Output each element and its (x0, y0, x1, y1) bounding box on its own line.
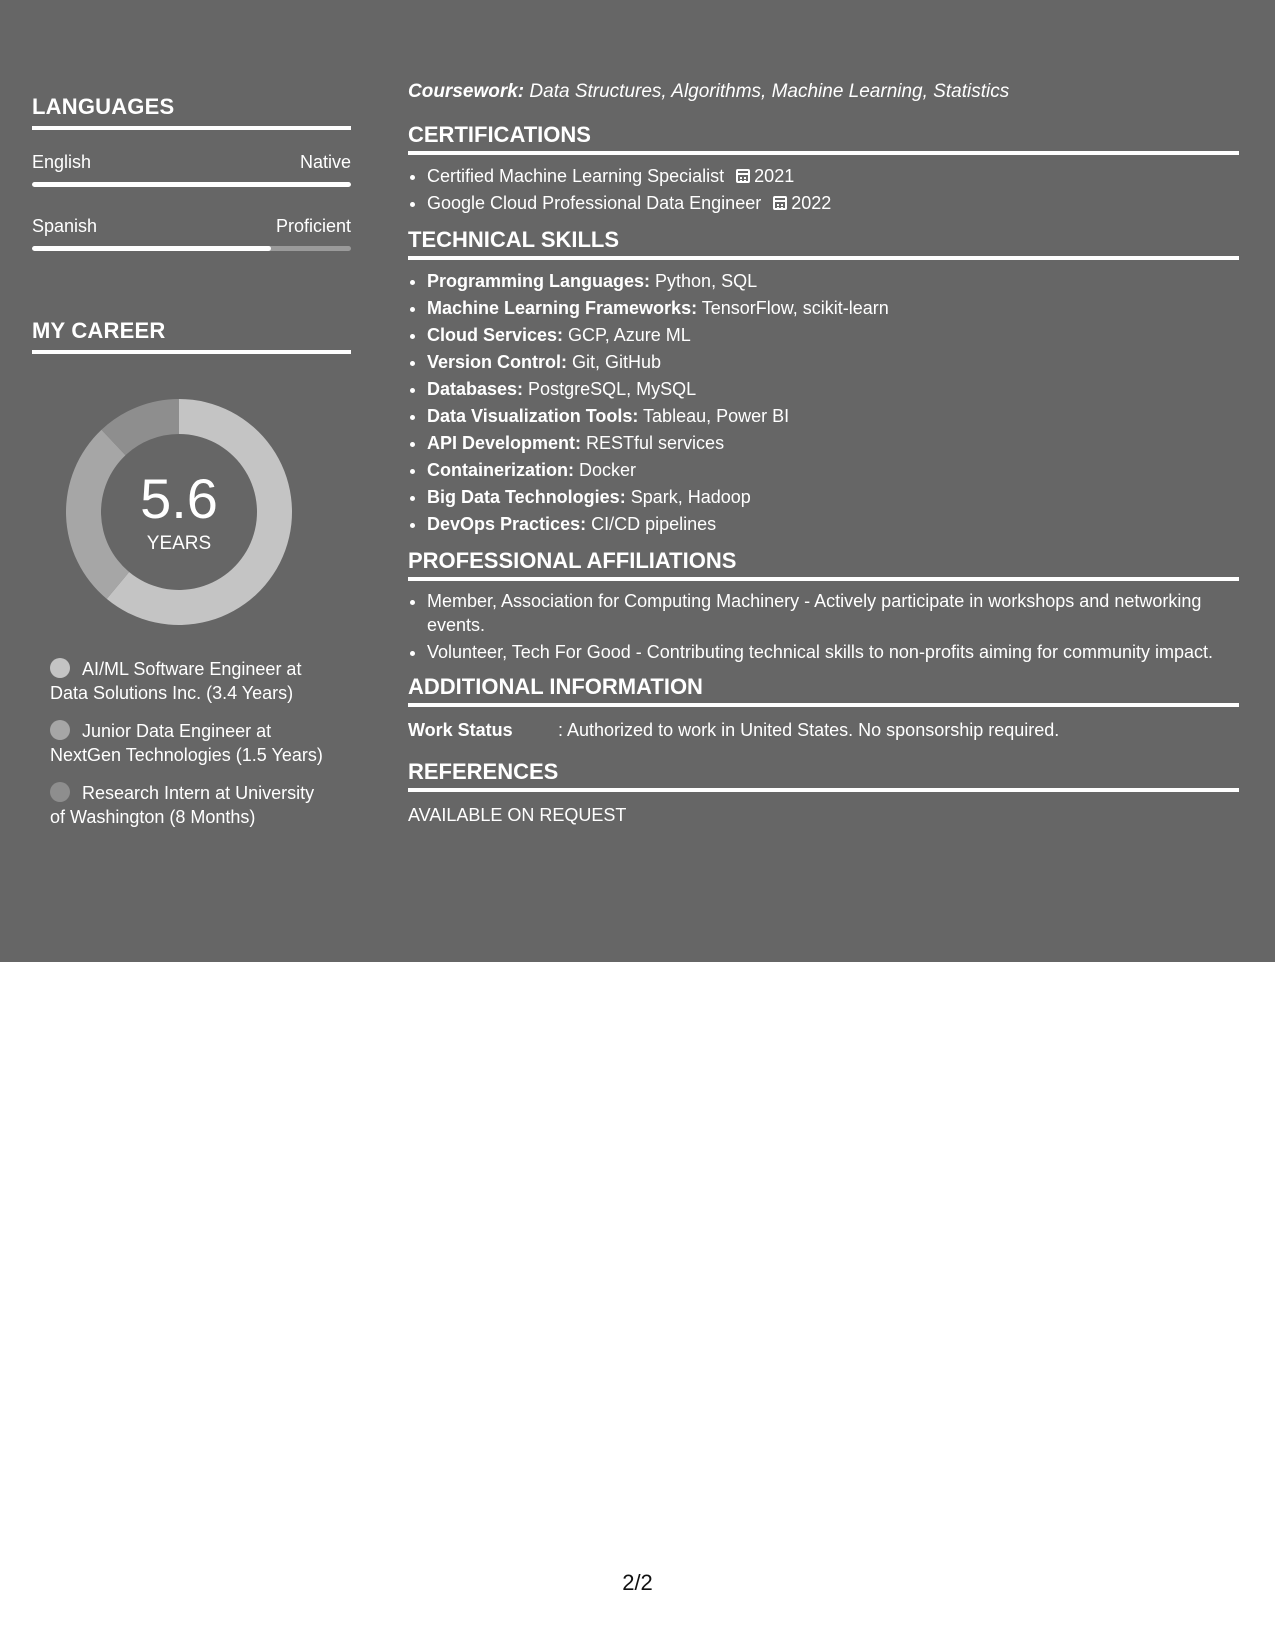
career-donut-chart (64, 397, 294, 627)
calendar-icon (773, 196, 787, 210)
career-role-label: Junior Data Engineer at NextGen Technologies (1.5 Years) (50, 721, 323, 765)
skill-item (427, 349, 1239, 376)
skill-value: RESTful services (581, 433, 725, 453)
language-proficiency-bar (32, 246, 351, 251)
skill-value: Python, SQL (650, 271, 758, 291)
skill-item (427, 268, 1239, 295)
references-text: AVAILABLE ON REQUEST (408, 805, 627, 825)
affiliations-list (408, 589, 1239, 664)
skill-value: Tableau, Power BI (638, 406, 790, 426)
skill-item (427, 403, 1239, 430)
skill-value: GCP, Azure ML (563, 325, 691, 345)
coursework-line (408, 78, 1239, 106)
certification-item (427, 190, 1239, 217)
language-name: English (32, 152, 92, 172)
right-column (408, 78, 1239, 828)
skill-item (427, 322, 1239, 349)
language-proficiency-fill (32, 182, 351, 187)
additional-info-heading: ADDITIONAL INFORMATION (408, 674, 1239, 707)
skill-label: Data Visualization Tools: (427, 406, 639, 426)
career-total-unit: YEARS (146, 533, 212, 554)
language-level: Proficient (275, 216, 351, 236)
language-level: Native (299, 152, 351, 172)
coursework-label: Coursework: (408, 81, 525, 102)
skill-label: Cloud Services: (427, 325, 564, 345)
language-proficiency-bar (32, 182, 351, 187)
career-role (50, 781, 330, 829)
legend-dot-icon (50, 720, 70, 740)
certification-item (427, 163, 1239, 190)
affiliation-item: • Member, Association for Computing Machinery - Actively participate in workshops and networking events. (427, 589, 1239, 637)
skill-value: Docker (574, 460, 637, 480)
skill-value: PostgreSQL, MySQL (523, 379, 697, 399)
skill-label: API Development: (427, 433, 582, 453)
skill-label: DevOps Practices: (427, 514, 587, 534)
skill-value: CI/CD pipelines (586, 514, 717, 534)
legend-dot-icon (50, 782, 70, 802)
certification-year: 2022 (791, 193, 832, 213)
affiliation-item: • Volunteer, Tech For Good - Contributing technical skills to non-profits aiming for community impact. (427, 640, 1239, 664)
language-proficiency-fill (32, 246, 271, 251)
career-role (50, 719, 330, 767)
language-item (32, 214, 351, 251)
calendar-icon (736, 169, 750, 183)
skill-label: Databases: (427, 379, 524, 399)
language-item (32, 150, 351, 187)
left-column (32, 94, 351, 843)
career-role-label: Research Intern at University of Washington (8 Months) (50, 783, 315, 827)
work-status-label: Work Status (408, 720, 513, 740)
skill-label: Containerization: (427, 460, 574, 480)
page-number: 2/2 (622, 1570, 653, 1595)
career-role-label: AI/ML Software Engineer at Data Solutions Inc. (3.4 Years) (50, 659, 302, 703)
skill-label: Big Data Technologies: (427, 487, 626, 507)
affiliations-heading: PROFESSIONAL AFFILIATIONS (408, 548, 1239, 581)
skill-label: Version Control: (427, 352, 568, 372)
certifications-heading: CERTIFICATIONS (408, 122, 1239, 155)
skill-item (427, 430, 1239, 457)
skill-item (427, 511, 1239, 538)
skill-item (427, 376, 1239, 403)
skill-item (427, 295, 1239, 322)
career-role (50, 657, 330, 705)
skill-value: Spark, Hadoop (625, 487, 751, 507)
coursework-text: Data Structures, Algorithms, Machine Learning, Statistics (524, 81, 1010, 102)
legend-dot-icon (50, 658, 70, 678)
certification-year: 2021 (754, 166, 795, 186)
language-name: Spanish (32, 216, 98, 236)
certifications-list (408, 163, 1239, 217)
skill-label: Machine Learning Frameworks: (427, 298, 698, 318)
career-legend (50, 657, 330, 829)
skill-value: TensorFlow, scikit-learn (697, 298, 889, 318)
career-total-years: 5.6 (140, 467, 218, 530)
languages-list (32, 150, 351, 251)
work-status-row (408, 717, 1239, 743)
skill-item (427, 484, 1239, 511)
skill-item (427, 457, 1239, 484)
references-heading: REFERENCES (408, 759, 1239, 792)
languages-heading: LANGUAGES (32, 94, 351, 130)
skill-label: Programming Languages: (427, 271, 651, 291)
certification-name: Google Cloud Professional Data Engineer (427, 193, 762, 213)
technical-skills-list (408, 268, 1239, 538)
work-status-value: : Authorized to work in United States. No sponsorship required. (558, 720, 1060, 740)
skill-value: Git, GitHub (567, 352, 662, 372)
technical-skills-heading: TECHNICAL SKILLS (408, 227, 1239, 260)
career-heading: MY CAREER (32, 318, 351, 354)
certification-name: Certified Machine Learning Specialist (427, 166, 725, 186)
